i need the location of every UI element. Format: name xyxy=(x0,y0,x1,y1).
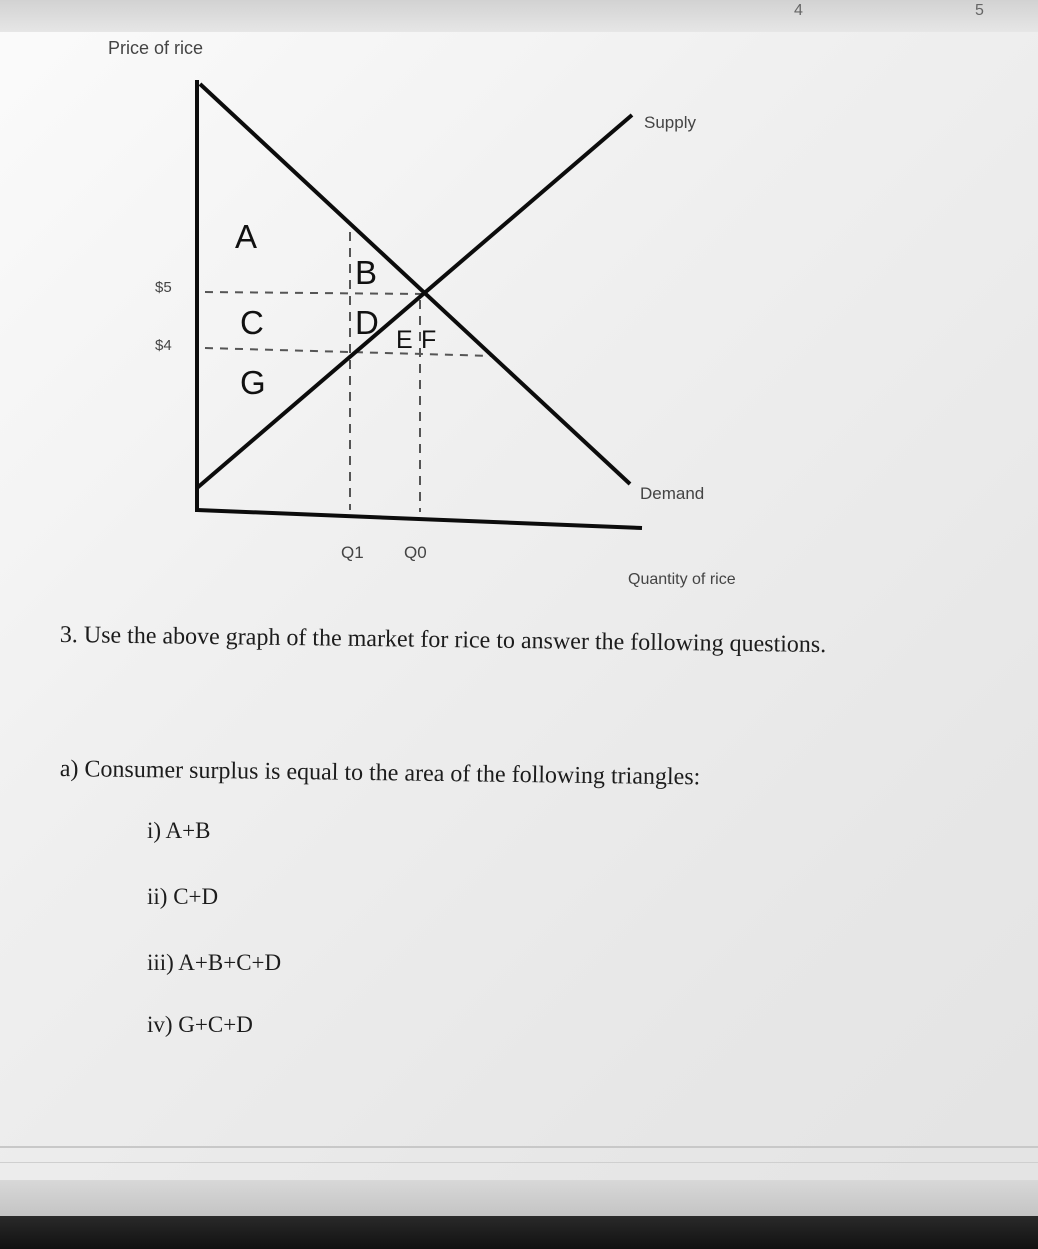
supply-curve xyxy=(197,115,632,488)
area-label-a: A xyxy=(235,218,258,255)
supply-label: Supply xyxy=(644,113,696,132)
demand-curve xyxy=(200,84,630,484)
taskbar-area xyxy=(0,1180,1038,1216)
ruler-mark-right: 5 xyxy=(975,2,984,19)
y-tick-label: $5 xyxy=(155,279,172,296)
answer-option[interactable]: i) A+B xyxy=(147,818,211,843)
supply-demand-chart xyxy=(0,0,1038,600)
answer-option[interactable]: iv) G+C+D xyxy=(147,1012,253,1037)
area-label-c: C xyxy=(240,304,264,341)
ruler-mark-left: 4 xyxy=(794,2,803,19)
area-label-b: B xyxy=(355,254,378,291)
y-axis-label: Price of rice xyxy=(108,38,204,58)
page-divider xyxy=(0,1162,1038,1163)
question-part-a: a) Consumer surplus is equal to the area of the following triangles: xyxy=(59,756,701,791)
page-divider xyxy=(0,1146,1038,1148)
x-tick-label: Q0 xyxy=(404,543,427,562)
area-label-g: G xyxy=(240,364,266,401)
y-tick-label: $4 xyxy=(155,337,172,354)
answer-option[interactable]: ii) C+D xyxy=(147,884,219,909)
question-stem: 3. Use the above graph of the market for rice to answer the following questions. xyxy=(59,622,827,659)
area-label-f: F xyxy=(421,326,437,354)
area-label-d: D xyxy=(355,304,379,341)
demand-label: Demand xyxy=(640,484,705,503)
area-label-e: E xyxy=(396,326,413,354)
price-5-guide xyxy=(205,292,422,294)
x-axis xyxy=(197,510,642,528)
x-axis-label: Quantity of rice xyxy=(628,571,736,588)
x-tick-label: Q1 xyxy=(341,543,364,562)
monitor-bezel xyxy=(0,1216,1038,1249)
answer-option[interactable]: iii) A+B+C+D xyxy=(147,950,282,975)
